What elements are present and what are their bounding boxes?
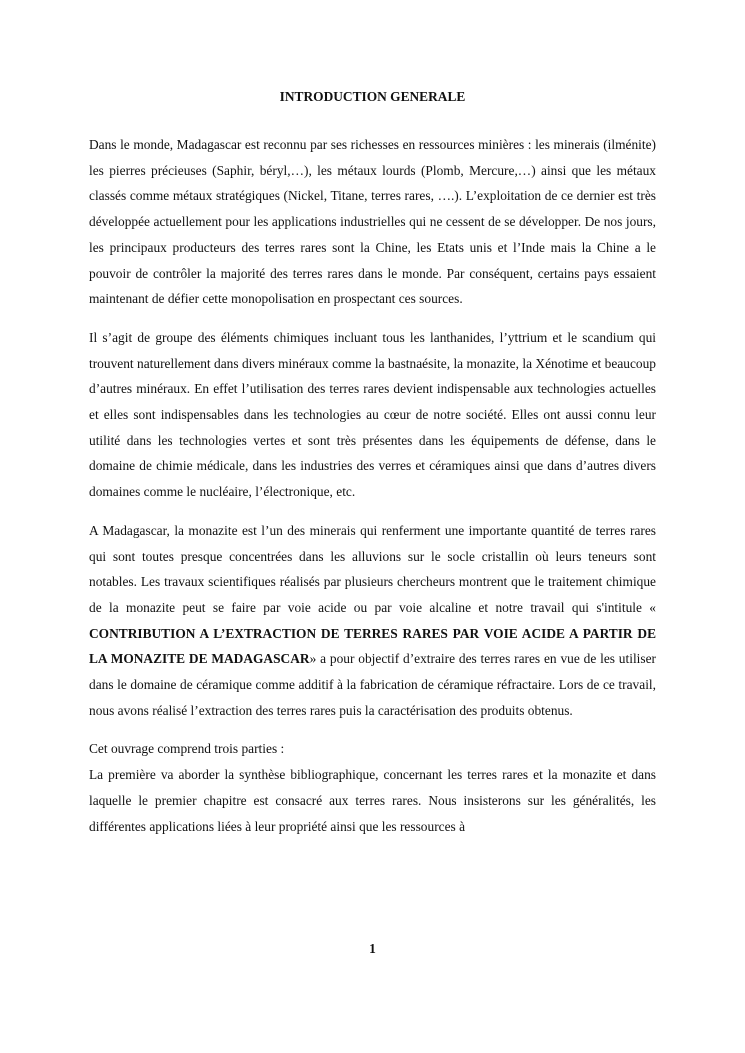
document-body <box>89 132 656 839</box>
paragraph-2: Il s’agit de groupe des éléments chimiques incluant tous les lanthanides, l’yttrium et le scandium qui trouvent naturellement dans divers minéraux comme la bastnaésite, la monazite, la Xénotime et beaucoup d’autres minéraux. En effet l’utilisation des terres rares devient indispensable aux technologies actuelles et elles sont indispensables dans les technologies au cœur de notre société. Elles ont aussi connu leur utilité dans les technologies vertes et sont très présentes dans les équipements de défense, dans le domaine de chimie médicale, dans les industries des verres et céramiques ainsi que dans d’autres divers domaines comme le nucléaire, l’électronique, etc. <box>89 329 656 500</box>
document-title: INTRODUCTION GENERALE <box>279 89 466 104</box>
paragraph-3-text-end: » a pour objectif d’extraire des terres rares en vue de les utiliser dans le domaine de céramique comme additif à la fabrication de céramique réfractaire. Lors de ce travail, nous avons réalisé l’extraction des terres rares puis la caractérisation des produits obtenus. <box>89 651 657 718</box>
thesis-title-bold: CONTRIBUTION A L’EXTRACTION DE TERRES RARES PAR VOIE ACIDE A PARTIR DE LA MONAZITE DE MADAGASCAR <box>89 625 656 667</box>
paragraph-4-body: La première va aborder la synthèse bibliographique, concernant les terres rares et la monazite et dans laquelle le premier chapitre est consacré aux terres rares. Nous insisterons sur les généralités, les différentes applications liées à leur propriété ainsi que les ressources à <box>89 767 656 834</box>
paragraph-3-text-start: A Madagascar, la monazite est l’un des minerais qui renferment une importante quantité de terres rares qui sont toutes presque concentrées dans les alluvions sur le socle cristallin où leurs teneurs sont notables. Les travaux scientifiques réalisés par plusieurs chercheurs montrent que le traitement chimique de la monazite peut se faire par voie acide ou par voie alcaline et notre travail qui s'intitule « <box>89 522 656 615</box>
paragraph-4-intro: Cet ouvrage comprend trois parties : <box>89 741 285 757</box>
page-number: 1 <box>369 941 376 956</box>
paragraph-1: Dans le monde, Madagascar est reconnu par ses richesses en ressources minières : les minerais (ilménite) les pierres précieuses (Saphir, béryl,…), les métaux lourds (Plomb, Mercure,…) ainsi que les métaux classés comme métaux stratégiques (Nickel, Titane, terres rares, ….). L’exploitation de ce dernier est très développée actuellement pour les applications industrielles qui ne cessent de se développer. De nos jours, les principaux producteurs des terres rares sont la Chine, les Etats unis et l’Inde mais la Chine a le pouvoir de contrôler la majorité des terres rares dans le monde. Par conséquent, certains pays essaient maintenant de défier cette monopolisation en prospectant ces sources. <box>89 137 656 307</box>
paragraph-3 <box>89 518 656 724</box>
